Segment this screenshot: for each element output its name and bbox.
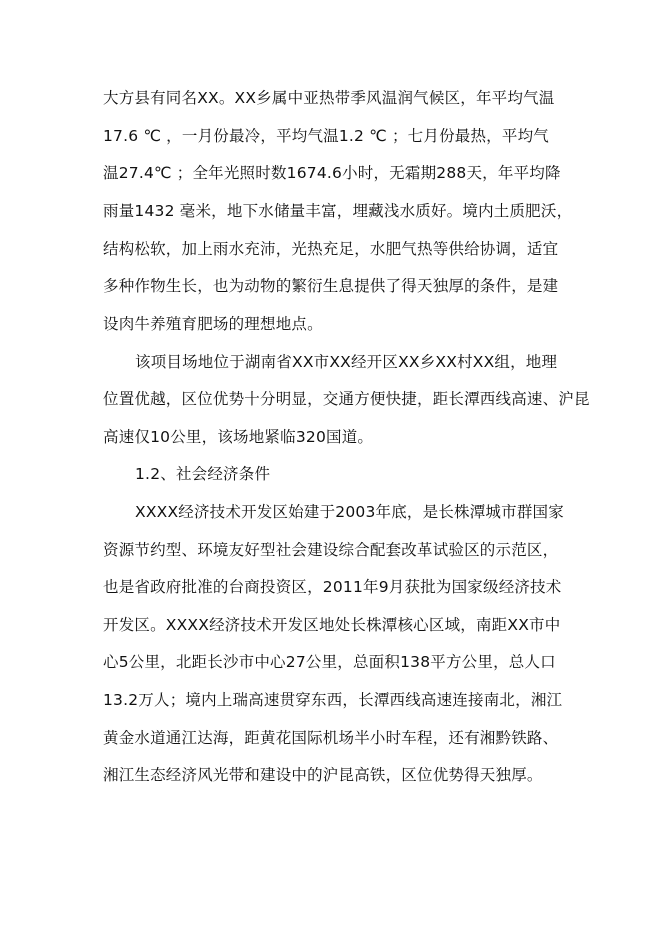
text-line: 多种作物生长，也为动物的繁衍生息提供了得天独厚的条件，是建 — [103, 277, 559, 295]
text-line: 雨量1432 毫米，地下水储量丰富，埋藏浅水质好。境内土质肥沃， — [103, 202, 573, 220]
text-line: 湘江生态经济风光带和建设中的沪昆高铁，区位优势得天独厚。 — [103, 766, 543, 784]
text-line: 也是省政府批准的台商投资区，2011年9月获批为国家级经济技术 — [103, 578, 562, 596]
text-line: 该项目场地位于湖南省XX市XX经开区XX乡XX村XX组，地理 — [135, 353, 558, 371]
section-heading: 1.2、社会经济条件 — [135, 465, 271, 483]
text-line: 资源节约型、环境友好型社会建设综合配套改革试验区的示范区， — [103, 541, 559, 559]
text-line: 心5公里，北距长沙市中心27公里，总面积138平方公里，总人口 — [103, 653, 556, 671]
text-line: 黄金水道通江达海，距黄花国际机场半小时车程，还有湘黔铁路、 — [103, 729, 559, 747]
text-line: 高速仅10公里，该场地紧临320国道。 — [103, 428, 374, 446]
text-line: 设肉牛养殖育肥场的理想地点。 — [103, 315, 323, 333]
text-line: 13.2万人；境内上瑞高速贯穿东西，长潭西线高速连接南北，湘江 — [103, 691, 563, 709]
text-line: 大方县有同名XX。XX乡属中亚热带季风温润气候区，年平均气温 — [103, 89, 555, 107]
text-line: XXXX经济技术开发区始建于2003年底，是长株潭城市群国家 — [135, 503, 564, 521]
text-line: 位置优越，区位优势十分明显，交通方便快捷，距长潭西线高速、沪昆 — [103, 390, 590, 408]
text-line: 温27.4℃ ；全年光照时数1674.6小时，无霜期288天，年平均降 — [103, 164, 561, 182]
text-line: 17.6 ℃ ，一月份最冷，平均气温1.2 ℃ ；七月份最热，平均气 — [103, 127, 549, 145]
text-line: 结构松软，加上雨水充沛，光热充足，水肥气热等供给协调，适宜 — [103, 240, 559, 258]
text-line: 开发区。XXXX经济技术开发区地处长株潭核心区域，南距XX市中 — [103, 616, 561, 634]
